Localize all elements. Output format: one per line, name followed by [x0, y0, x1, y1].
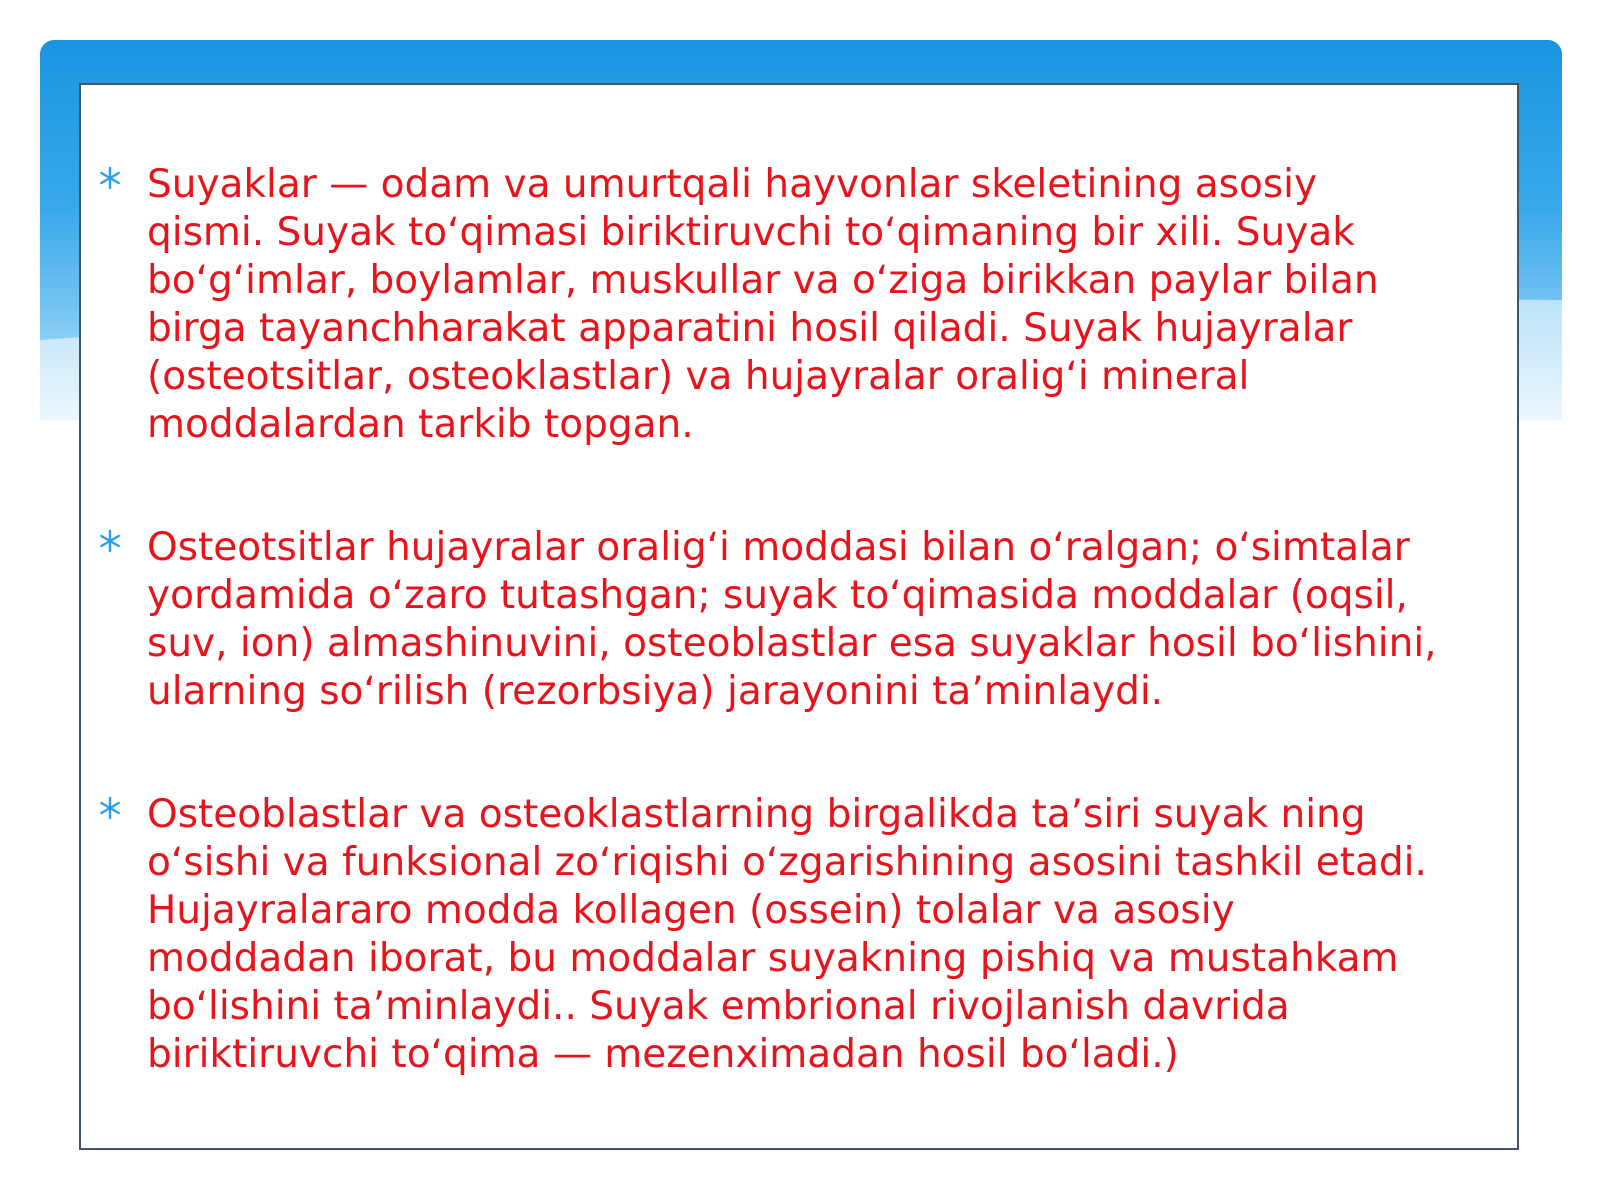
asterisk-icon: [97, 795, 123, 821]
bullet-text: Osteoblastlar va osteoklastlarning birgalikda ta’siri suyak ning o‘sishi va funksional zo‘riqishi o‘zgarishining asosini tashkil etadi. Hujayralararo modda kollagen (ossein) tolalar va asosiy moddadan iborat, bu moddalar suyakning pishiq va mustahkam bo‘lishini ta’minlaydi.. Suyak embrional rivojlanish davrida biriktiruvchi to‘qima — mezenximadan hosil bo‘ladi.): [147, 792, 1427, 1077]
asterisk-icon: [97, 165, 123, 191]
bullet-text: Osteotsitlar hujayralar oralig‘i moddasi bilan o‘ralgan; o‘simtalar yordamida o‘zaro tutashgan; suyak to‘qimasida moddalar (oqsil, suv, ion) almashinuvini, osteoblastlar esa suyaklar hosil bo‘lishini, ularning so‘rilish (rezorbsiya) jarayonini ta’minlaydi.: [147, 525, 1437, 714]
asterisk-icon: [97, 528, 123, 554]
bullet-list: [81, 161, 1517, 1079]
bullet-item-1: [81, 161, 1517, 449]
bullet-item-2: [81, 524, 1517, 716]
bullet-item-3: [81, 791, 1517, 1079]
content-panel: [79, 83, 1519, 1150]
bullet-text: Suyaklar — odam va umurtqali hayvonlar skeletining asosiy qismi. Suyak to‘qimasi biriktiruvchi to‘qimaning bir xili. Suyak bo‘g‘imlar, boylamlar, muskullar va o‘ziga birikkan paylar bilan birga tayanchharakat apparatini hosil qiladi. Suyak hujayralar (osteotsitlar, osteoklastlar) va hujayralar oralig‘i mineral moddalardan tarkib topgan.: [147, 162, 1379, 447]
